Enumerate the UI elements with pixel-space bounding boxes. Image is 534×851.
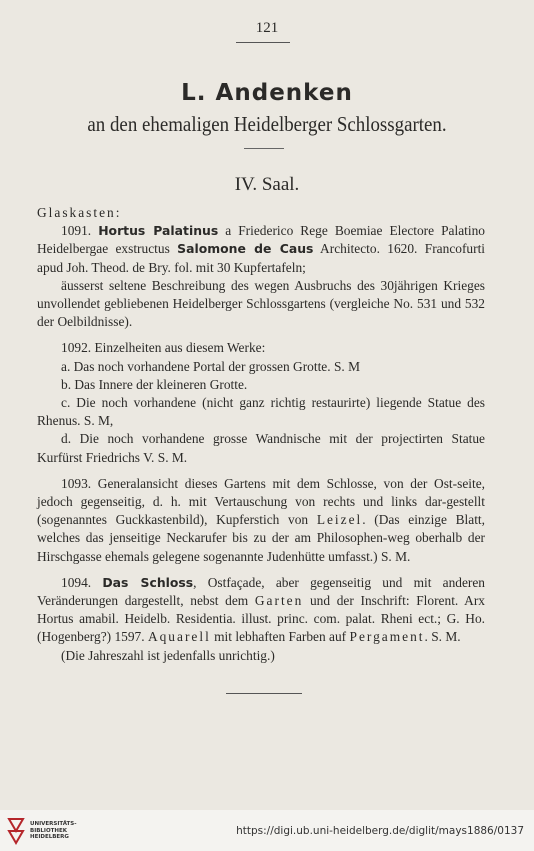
section-title: L. Andenken xyxy=(181,80,353,106)
section-subtitle: an den ehemaligen Heidelberger Schlossgarten. xyxy=(87,112,447,136)
entry-1091-continuation: äusserst seltene Beschreibung des wegen Ausbruchs des 30jährigen Krieges unvollendet gebliebenen Heidelberger Schlossgartens (vergleiche No. 531 und 532 der Oelbildnisse). xyxy=(37,277,485,330)
entry-1091-architect: Salomone de Caus xyxy=(177,241,314,257)
section-divider xyxy=(244,148,284,149)
end-rule xyxy=(226,693,302,694)
entry-1092-a: a. Das noch vorhandene Portal der grossen Grotte. S. M xyxy=(61,358,360,374)
entry-1091-title: Hortus Palatinus xyxy=(98,223,219,239)
catalog-body xyxy=(37,204,485,665)
case-heading: Glaskasten: xyxy=(37,205,122,220)
entry-1093-artist: Leizel xyxy=(316,512,363,528)
entry-1092: 1092. Einzelheiten aus diesem Werke: xyxy=(61,340,266,356)
entry-1094-note: (Die Jahreszahl ist jedenfalls unrichtig.) xyxy=(61,647,275,663)
entry-1092-c: c. Die noch vorhandene (nicht ganz richtig restaurirte) liegende Statue des Rhenus. S. M, xyxy=(37,395,485,429)
entry-1092-d: d. Die noch vorhandene grosse Wandnische mit der projectirten Statue Kurfürst Friedrichs V. S. M. xyxy=(37,431,485,465)
entry-1094: 1094. Das Schloss, Ostfaçade, aber gegenseitig und mit anderen Veränderungen dargestellt, nebst dem Garten und der Inschrift: Florent. Arx Hortus amabil. Heidelb. Residentia. illust. princ. com. palat. Rheni ect.; G. Ho. (Hogenberg?) 1597. Aquarell mit lebhaften Farben auf Pergament. S. M. xyxy=(37,574,486,645)
entry-1091: 1091. Hortus Palatinus a Friederico Rege Boemiae Electore Palatino Heidelbergae exstructus Salomone de Caus Architecto. 1620. Francofurti apud Joh. Theod. de Bry. fol. mit 30 Kupfertafeln; xyxy=(37,223,486,275)
entry-1093: 1093. Generalansicht dieses Gartens mit dem Schlosse, von der Ost-seite, jedoch gegenseitig, d. h. mit Vertauschung von rechts und links dar-gestellt (sogenanntes Guckkastenbild), Kupferstich von Leizel. (Das einzige Blatt, welches das jenseitige Neckarufer bis zu der am Philosophen-weg oberhalb der Hirschgasse ehemals gelegene sogenannte Judenhütte umfasst.) S. M. xyxy=(37,475,485,564)
permalink-url[interactable]: https://digi.ub.uni-heidelberg.de/diglit/mays1886/0137 xyxy=(236,825,524,837)
entry-1094-title: Das Schloss xyxy=(102,574,194,590)
entry-1092-b: b. Das Innere der kleineren Grotte. xyxy=(61,376,248,392)
university-library-logo-icon[interactable] xyxy=(6,817,26,845)
room-heading: IV. Saal. xyxy=(234,174,300,195)
page-number: 121 xyxy=(255,20,279,36)
page-number-rule xyxy=(236,42,290,43)
viewer-footer xyxy=(0,810,534,851)
library-name: UNIVERSITÄTS- BIBLIOTHEK HEIDELBERG xyxy=(30,821,77,840)
